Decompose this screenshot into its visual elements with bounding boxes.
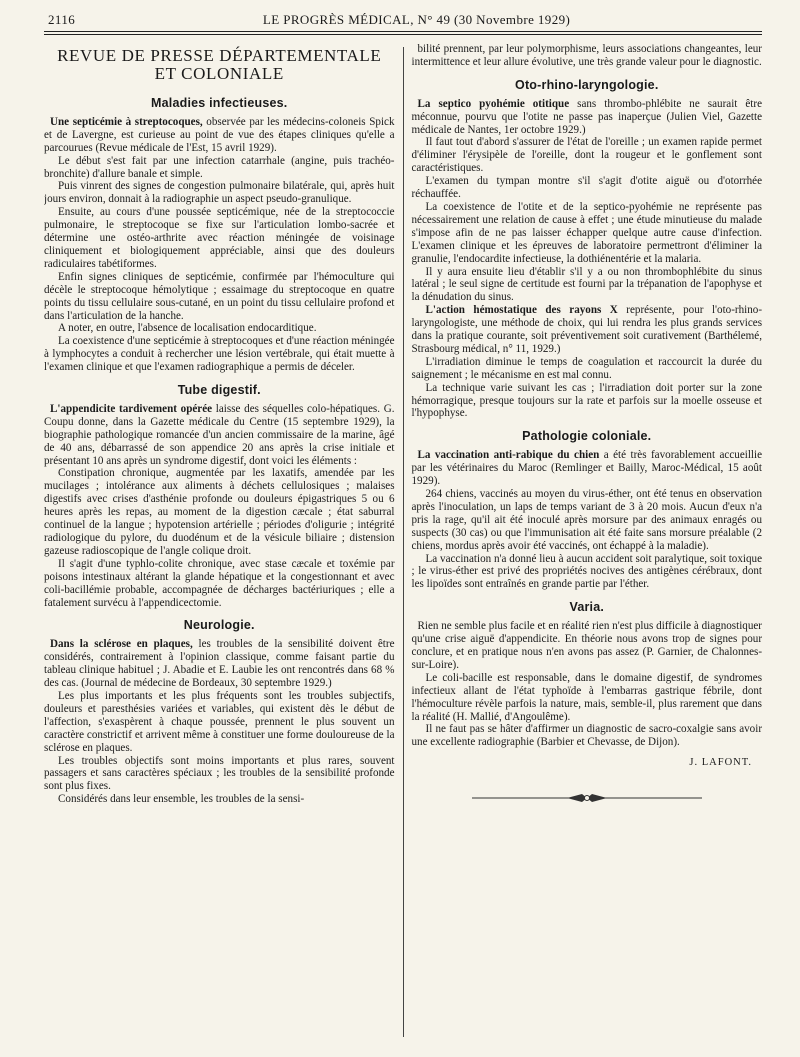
paragraph	[412, 201, 763, 266]
paragraph-text: L'examen du tympan montre s'il s'agit d'otite aiguë ou d'otorrhée réchauffée.	[411, 175, 763, 201]
paragraph	[412, 266, 763, 305]
paragraph	[44, 116, 395, 155]
paragraph-text: Rien ne semble plus facile et en réalité rien n'est plus difficile à diagnostiquer qu'une crise aiguë d'appendicite. En théorie nous avons trop de signes pour conclure, et en pratique nous n'en avons pas assez (P. Garnier, de Chalonnes-sur-Loire).	[411, 620, 763, 671]
paragraph	[412, 620, 763, 672]
paragraph-text: sans thrombo-phlébite ne saurait être méconnue, pourvu que l'otite ne passe pas inaperçue (Julien Viel, Gazette médicale de Nantes, 1er octobre 1929.)	[411, 97, 763, 136]
paragraph	[412, 356, 763, 382]
paragraph-text: La coexistence d'une septicémie à streptocoques et d'une réaction méningée à lymphocytes a conduit à rechercher une lésion vertébrale, qui était muette à l'examen clinique et que l'examen radiographique a permis de déceler.	[44, 335, 395, 374]
paragraph	[44, 335, 395, 374]
paragraph	[44, 271, 395, 323]
section-title: Neurologie.	[183, 618, 255, 633]
paragraph	[412, 98, 763, 137]
paragraph-text: La technique varie suivant les cas ; l'irradiation doit porter sur la zone hémorragique, presque toujours sur la rate et parfois sur la moelle osseuse et l'hypophyse.	[411, 381, 763, 420]
header-rule	[44, 34, 762, 35]
paragraph-text: les troubles de la sensibilité doivent être considérés, contrairement à l'opinion classique, comme faisant partie du tableau clinique habituel ; J. Abadie et E. Laubie les ont rencontrés dans 68 % des cas. (Journal de médecine de Bordeaux, 30 septembre 1929.)	[44, 638, 395, 690]
paragraph	[44, 755, 395, 794]
paragraph-text: Puis vinrent des signes de congestion pulmonaire bilatérale, qui, après huit jours environ, donnait à la radiographie un aspect pseudo-granulique.	[44, 180, 395, 206]
section-body	[44, 116, 395, 374]
section-title: Maladies infectieuses.	[151, 96, 288, 110]
section-title: Tube digestif.	[177, 383, 261, 398]
paragraph-text: laisse des séquelles colo-hépatiques. G. Coupu donne, dans la Gazette médicale du Centre (15 septembre 1929), la biographie pathologique romancée d'un ancien commissaire de la marine, âgé de 40 ans, débarrassé de son appendice 20 ans après la crise initiale et présentant 10 ans après un syndrome digestif, dont voici les éléments :	[44, 402, 395, 467]
paragraph	[44, 180, 395, 206]
paragraph	[44, 793, 395, 806]
lead-phrase: La septico pyohémie otitique	[417, 97, 570, 110]
paragraph	[412, 136, 763, 175]
section-body	[412, 449, 763, 591]
lead-phrase: La vaccination anti-rabique du chien	[417, 449, 600, 462]
paragraph-text: Il faut tout d'abord s'assurer de l'état de l'oreille ; un examen rapide permet d'éliminer l'érysipèle de l'oreille, dont la rougeur et le gonflement sont caractéristiques.	[411, 136, 763, 175]
paragraph	[44, 467, 395, 557]
lead-phrase: Dans la sclérose en plaques,	[50, 638, 193, 651]
lead-phrase: Une septicémie à streptocoques,	[50, 115, 203, 128]
paragraph-text: 264 chiens, vaccinés au moyen du virus-éther, ont été tenus en observation après l'inoculation, un laps de temps variant de 3 à 20 mois. Aucun d'eux n'a pris la rage, qu'il ait été inoculé après morsure par des animaux enragés ou suspects (30 cas) ou que l'immunisation ait été faite sans morsure préalable (2 chiens, mordus après avoir été vaccinés, ont échappé à la maladie).	[411, 488, 763, 552]
paragraph	[44, 322, 395, 335]
paragraph-text: Le coli-bacille est responsable, dans le domaine digestif, de syndromes infectieux allant de l'état typhoïde à l'embarras gastrique fébrile, dont l'hémoculture révèle parfois la nature, mais, semble-il, plus rarement que dans la réalité (H. Mallié, d'Angoulême).	[411, 671, 763, 723]
paragraph-text: Il y aura ensuite lieu d'établir s'il y a ou non thrombophlébite du sinus latéral ; le seul signe de certitude est fourni par la trépanation de l'apophyse et la dénudation du sinus.	[411, 265, 763, 304]
paragraph-text: Il s'agit d'une typhlo-colite chronique, avec stase cæcale et toxémie par poisons intestinaux altérant la glande hépatique et la congestionnant et avec coli-bacillémie probable, accompagnée de décharges bactériuriques ; elle a fatalement survécu à l'appendicectomie.	[44, 557, 395, 609]
paragraph: bilité prennent, par leur polymorphisme, leurs associations changeantes, leur intermittence et leur allure évolutive, une très grande valeur pour le diagnostic.	[411, 43, 763, 68]
paragraph	[44, 155, 395, 181]
section-body	[44, 403, 395, 610]
paragraph	[412, 723, 763, 749]
paragraph-text: Les troubles objectifs sont moins importants et plus rares, souvent passagers et sans caractères spéciaux ; les troubles de la sensibilité profonde sont plus fixes.	[44, 754, 395, 793]
end-ornament	[412, 792, 763, 804]
paragraph	[44, 206, 395, 271]
paragraph	[44, 558, 395, 610]
lead-phrase: L'appendicite tardivement opérée	[50, 402, 213, 415]
section-title: Oto-rhino-laryngologie.	[515, 77, 659, 92]
paragraph	[412, 304, 763, 356]
paragraph	[44, 638, 395, 690]
paragraph	[412, 488, 763, 553]
journal-title: LE PROGRÈS MÉDICAL, N° 49 (30 Novembre 1929)	[262, 12, 571, 27]
paragraph-text: Le début s'est fait par une infection catarrhale (angine, puis trachéo-bronchite) d'allure banale et simple.	[44, 154, 395, 180]
article-columns	[44, 43, 762, 1043]
lead-phrase: L'action hémostatique des rayons X	[425, 304, 618, 317]
right-column	[404, 43, 763, 1043]
paragraph	[412, 449, 763, 488]
section-title: Pathologie coloniale.	[522, 429, 652, 444]
paragraph-text: Considérés dans leur ensemble, les troubles de la sensi-	[58, 793, 305, 806]
paragraph	[44, 690, 395, 755]
paragraph-text: Constipation chronique, augmentée par les laxatifs, amendée par les mucilages ; intolérance aux aliments à déchets cellulosiques ; malaises digestifs avec crises d'asthénie profonde ou douleurs épigastriques 5 ou 6 heures après les repas, au moment de la digestion cæcale ; état saburral continuel de la langue ; hypotension artérielle ; périodes d'oligurie ; intégrité radiologique du pylore, du duodénum et de la vésicule biliaire ; distension gazeuse radioscopique de l'angle colique droit.	[44, 467, 395, 557]
paragraph-text: Les plus importants et les plus fréquents sont les troubles subjectifs, douleurs et paresthésies variées et variables, qui existent dès le début de l'affection, s'exaspèrent à chaque poussée, prennent le plus souvent un caractère constrictif et arrivent même à constituer une forme douloureuse de la sclérose en plaques.	[44, 689, 395, 754]
paragraph-text: La vaccination n'a donné lieu à aucun accident soit paralytique, soit toxique ; le virus-éther est privé des propriétés nocives des antigènes cérébraux, dont les lipoïdes sont entraînés en grande partie par l'éther.	[411, 552, 763, 591]
paragraph-text: A noter, en outre, l'absence de localisation endocarditique.	[58, 322, 317, 335]
paragraph-text: représente, pour l'oto-rhino-laryngologiste, une méthode de choix, qui lui rendra les plus grands services dans la pratique courante, soit préventivement soit curativement (Barthélemé, Strasbourg médical, n° 11, 1929.)	[411, 304, 763, 355]
paragraph	[412, 382, 763, 421]
paragraph-text: La coexistence de l'otite et de la septico-pyohémie ne représente pas nécessairement une relation de cause à effet ; une étude minutieuse du malade s'impose afin de ne pas laisser échapper quelque autre cause d'infection. L'examen clinique et les épreuves de laboratoire permettront d'éliminer la granulie, l'endocardite infectieuse, la dothiénentérie et la malaria.	[411, 200, 763, 265]
section-title: Varia.	[569, 600, 605, 615]
main-title: REVUE DE PRESSE DÉPARTEMENTALE ET COLONIALE	[57, 46, 382, 83]
left-column	[44, 43, 403, 1043]
section-body	[412, 620, 763, 749]
paragraph-text: Il ne faut pas se hâter d'affirmer un diagnostic de sacro-coxalgie sans avoir une excellente radiographie (Barbier et Chevasse, de Dijon).	[411, 723, 763, 749]
paragraph-text: L'irradiation diminue le temps de coagulation et raccourcit la durée du saignement ; le mécanisme en est mal connu.	[411, 355, 763, 381]
paragraph-text: a été très favorablement accueillie par les vétérinaires du Maroc (Remlinger et Bailly, Maroc-Médical, 15 août 1929).	[411, 449, 763, 488]
paragraph-text: Ensuite, au cours d'une poussée septicémique, née de la streptococcie pulmonaire, le streptocoque se fixe sur l'articulation lombo-sacrée et détermine une ostéo-arthrite avec réaction méningée de voisinage cliniquement et biologiquement appréciable, ainsi que des douleurs radiculaires tabétiformes.	[44, 206, 395, 270]
paragraph	[412, 553, 763, 592]
running-head	[44, 12, 762, 32]
section-body	[412, 98, 763, 421]
author-signature: J. LAFONT.	[689, 757, 753, 769]
page-number: 2116	[48, 12, 76, 27]
paragraph	[44, 403, 395, 468]
section-body	[44, 638, 395, 806]
paragraph-text: observée par les médecins-coloneis Spick et de Lavergne, est curieuse au point de vue des étapes cliniques qu'elle a parcourues (Revue médicale de l'Est, 15 avril 1929).	[44, 115, 395, 154]
paragraph-text: Enfin signes cliniques de septicémie, confirmée par l'hémoculture qui décèle le streptocoque hémolytique ; essaimage du streptocoque en quatre points du tissu cellulaire sous-cutané, en un point du tissu cellulaire profond et dans l'articulation de la hanche.	[44, 270, 395, 322]
paragraph	[412, 672, 763, 724]
paragraph	[412, 175, 763, 201]
